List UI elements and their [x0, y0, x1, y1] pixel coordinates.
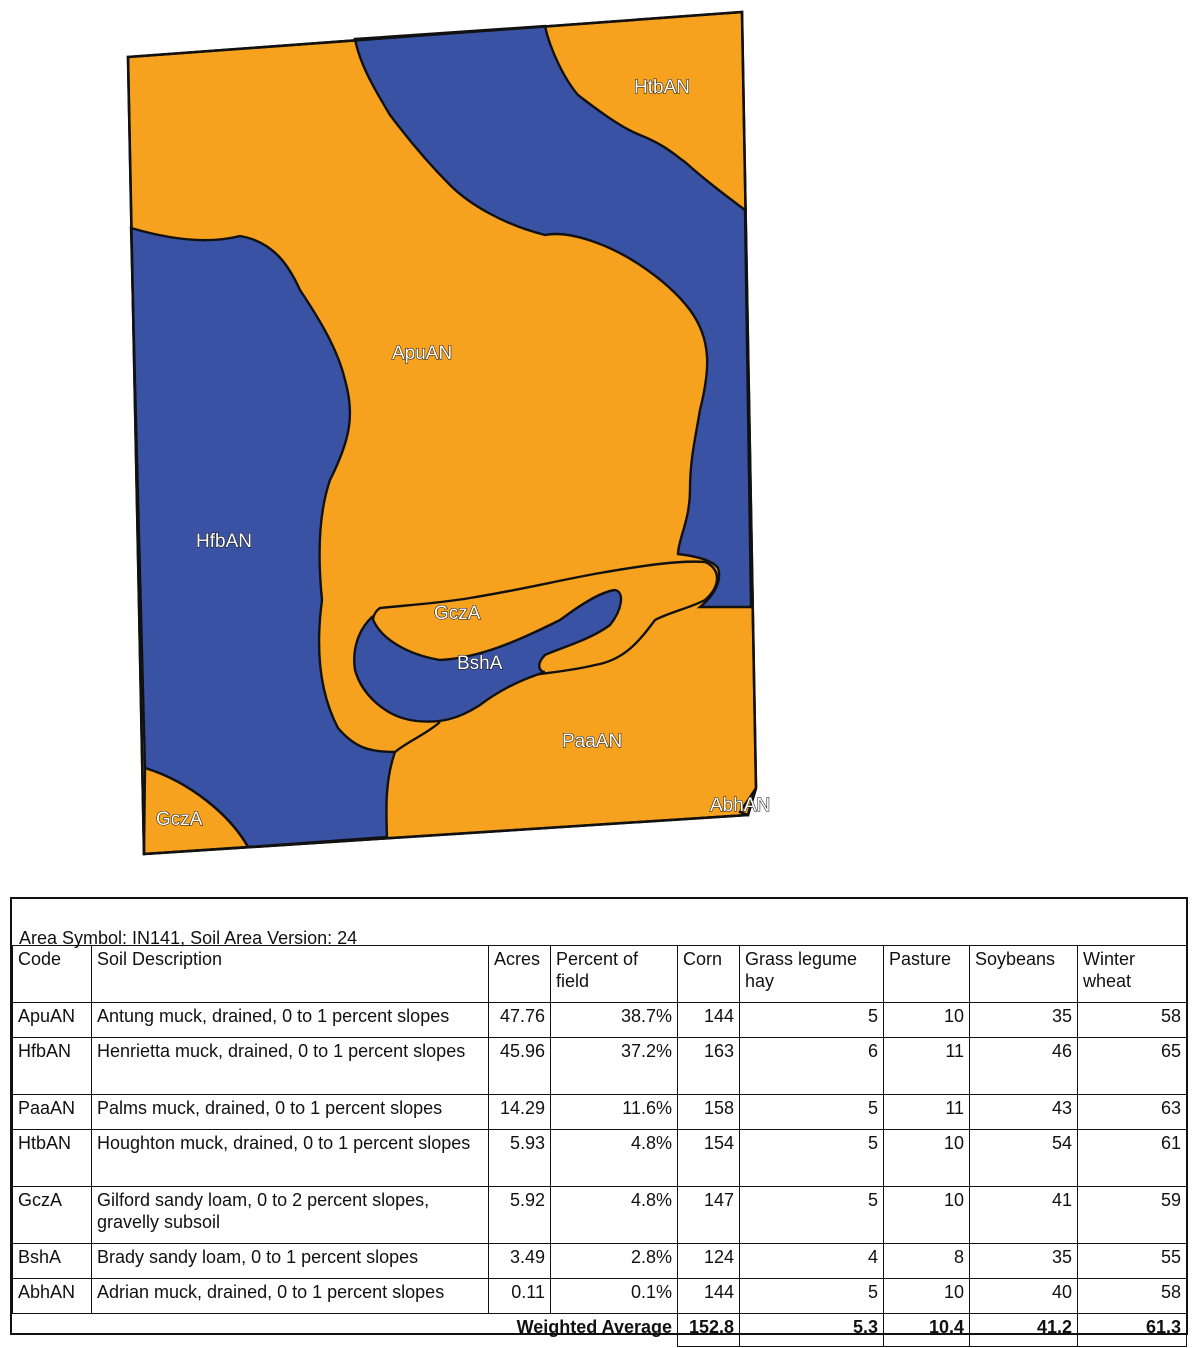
- cell-pasture: 10: [884, 1130, 970, 1187]
- cell-corn: 144: [678, 1279, 740, 1314]
- cell-corn: 144: [678, 1003, 740, 1038]
- map-label-bsha: BshA: [457, 653, 503, 674]
- cell-percent: 37.2%: [551, 1038, 678, 1095]
- table-row: [13, 1038, 1187, 1095]
- header-soybeans: Soybeans: [970, 946, 1078, 1003]
- weighted-average-row: [13, 1314, 1187, 1347]
- cell-description: Palms muck, drained, 0 to 1 percent slopes: [92, 1095, 489, 1130]
- table-row: [13, 1095, 1187, 1130]
- soil-productivity-table: [12, 945, 1187, 1347]
- cell-wheat: 58: [1078, 1003, 1187, 1038]
- map-label-abhan: AbhAN: [710, 795, 771, 816]
- cell-acres: 0.11: [489, 1279, 551, 1314]
- header-pasture: Pasture: [884, 946, 970, 1003]
- weighted-average-pasture: 10.4: [884, 1314, 970, 1347]
- table-header-row: [13, 946, 1187, 1003]
- cell-pasture: 10: [884, 1279, 970, 1314]
- cell-grass: 5: [740, 1003, 884, 1038]
- cell-wheat: 58: [1078, 1279, 1187, 1314]
- map-label-hfban: HfbAN: [196, 531, 252, 552]
- cell-corn: 154: [678, 1130, 740, 1187]
- cell-wheat: 59: [1078, 1187, 1187, 1244]
- cell-pasture: 10: [884, 1187, 970, 1244]
- cell-percent: 4.8%: [551, 1187, 678, 1244]
- weighted-average-soybeans: 41.2: [970, 1314, 1078, 1347]
- cell-corn: 147: [678, 1187, 740, 1244]
- cell-grass: 5: [740, 1095, 884, 1130]
- cell-description: Henrietta muck, drained, 0 to 1 percent slopes: [92, 1038, 489, 1095]
- cell-soybeans: 54: [970, 1130, 1078, 1187]
- cell-grass: 6: [740, 1038, 884, 1095]
- header-soil-description: Soil Description: [92, 946, 489, 1003]
- cell-wheat: 55: [1078, 1244, 1187, 1279]
- cell-grass: 4: [740, 1244, 884, 1279]
- cell-code: ApuAN: [13, 1003, 92, 1038]
- table-row: [13, 1130, 1187, 1187]
- cell-wheat: 61: [1078, 1130, 1187, 1187]
- cell-pasture: 10: [884, 1003, 970, 1038]
- header-percent-of-field: Percent of field: [551, 946, 678, 1003]
- table-row: [13, 1187, 1187, 1244]
- cell-description: Antung muck, drained, 0 to 1 percent slopes: [92, 1003, 489, 1038]
- cell-pasture: 11: [884, 1038, 970, 1095]
- table-row: [13, 1003, 1187, 1038]
- map-label-htban: HtbAN: [634, 77, 690, 98]
- cell-percent: 0.1%: [551, 1279, 678, 1314]
- weighted-average-label: Weighted Average: [13, 1314, 678, 1347]
- cell-percent: 2.8%: [551, 1244, 678, 1279]
- weighted-average-grass: 5.3: [740, 1314, 884, 1347]
- cell-percent: 4.8%: [551, 1130, 678, 1187]
- map-label-paaan: PaaAN: [562, 731, 623, 752]
- cell-corn: 158: [678, 1095, 740, 1130]
- cell-acres: 45.96: [489, 1038, 551, 1095]
- cell-soybeans: 46: [970, 1038, 1078, 1095]
- cell-pasture: 11: [884, 1095, 970, 1130]
- map-label-gcza-corner: GczA: [156, 809, 203, 830]
- cell-code: BshA: [13, 1244, 92, 1279]
- cell-grass: 5: [740, 1187, 884, 1244]
- cell-description: Houghton muck, drained, 0 to 1 percent slopes: [92, 1130, 489, 1187]
- area-symbol-caption: Area Symbol: IN141, Soil Area Version: 24: [19, 928, 358, 948]
- cell-soybeans: 35: [970, 1003, 1078, 1038]
- header-corn: Corn: [678, 946, 740, 1003]
- table-row: [13, 1244, 1187, 1279]
- table-row: [13, 1279, 1187, 1314]
- header-grass-legume-hay: Grass legume hay: [740, 946, 884, 1003]
- cell-soybeans: 41: [970, 1187, 1078, 1244]
- cell-code: HtbAN: [13, 1130, 92, 1187]
- cell-pasture: 8: [884, 1244, 970, 1279]
- cell-grass: 5: [740, 1279, 884, 1314]
- cell-corn: 163: [678, 1038, 740, 1095]
- cell-percent: 11.6%: [551, 1095, 678, 1130]
- cell-acres: 47.76: [489, 1003, 551, 1038]
- cell-description: Gilford sandy loam, 0 to 2 percent slopes, gravelly subsoil: [92, 1187, 489, 1244]
- cell-description: Adrian muck, drained, 0 to 1 percent slopes: [92, 1279, 489, 1314]
- header-acres: Acres: [489, 946, 551, 1003]
- cell-code: PaaAN: [13, 1095, 92, 1130]
- cell-wheat: 63: [1078, 1095, 1187, 1130]
- cell-acres: 5.92: [489, 1187, 551, 1244]
- cell-soybeans: 35: [970, 1244, 1078, 1279]
- cell-acres: 14.29: [489, 1095, 551, 1130]
- cell-acres: 3.49: [489, 1244, 551, 1279]
- cell-wheat: 65: [1078, 1038, 1187, 1095]
- cell-percent: 38.7%: [551, 1003, 678, 1038]
- cell-acres: 5.93: [489, 1130, 551, 1187]
- cell-code: AbhAN: [13, 1279, 92, 1314]
- weighted-average-wheat: 61.3: [1078, 1314, 1187, 1347]
- map-label-apuan: ApuAN: [392, 343, 453, 364]
- header-code: Code: [13, 946, 92, 1003]
- cell-grass: 5: [740, 1130, 884, 1187]
- map-label-gcza-center: GczA: [434, 603, 481, 624]
- cell-code: GczA: [13, 1187, 92, 1244]
- weighted-average-corn: 152.8: [678, 1314, 740, 1347]
- cell-corn: 124: [678, 1244, 740, 1279]
- soil-table-frame: [10, 897, 1188, 1335]
- header-winter-wheat: Winter wheat: [1078, 946, 1187, 1003]
- cell-soybeans: 43: [970, 1095, 1078, 1130]
- cell-soybeans: 40: [970, 1279, 1078, 1314]
- cell-description: Brady sandy loam, 0 to 1 percent slopes: [92, 1244, 489, 1279]
- cell-code: HfbAN: [13, 1038, 92, 1095]
